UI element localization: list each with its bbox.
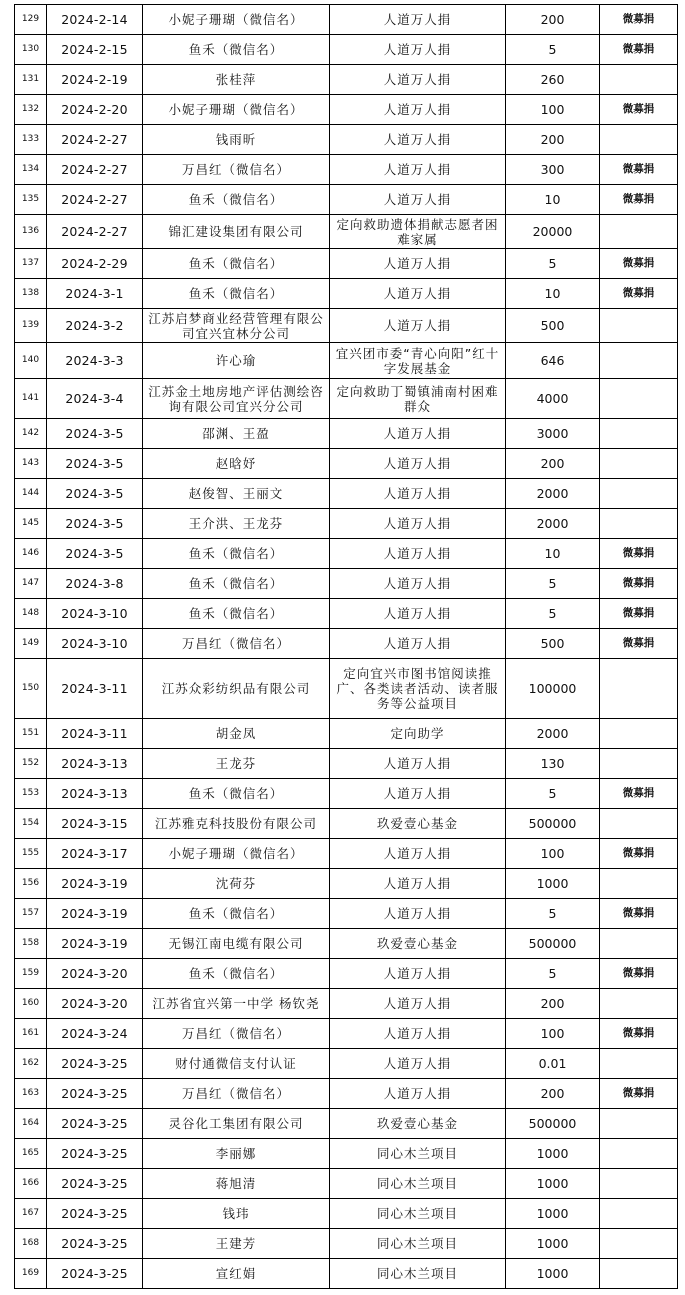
donation-note: 微募捐 bbox=[600, 569, 678, 599]
donation-note bbox=[600, 809, 678, 839]
donation-note bbox=[600, 509, 678, 539]
donor-name: 江苏众彩纺织品有限公司 bbox=[143, 659, 330, 719]
row-number: 162 bbox=[15, 1049, 47, 1079]
donation-purpose: 玖爱壹心基金 bbox=[330, 1109, 506, 1139]
table-row bbox=[15, 95, 678, 125]
row-number: 152 bbox=[15, 749, 47, 779]
donation-amount: 100 bbox=[506, 95, 600, 125]
donation-date: 2024-2-27 bbox=[47, 215, 143, 249]
donation-date: 2024-3-8 bbox=[47, 569, 143, 599]
donation-date: 2024-3-10 bbox=[47, 629, 143, 659]
donation-note bbox=[600, 869, 678, 899]
donor-name: 小妮子珊瑚（微信名） bbox=[143, 839, 330, 869]
row-number: 155 bbox=[15, 839, 47, 869]
donation-purpose: 人道万人捐 bbox=[330, 779, 506, 809]
donation-date: 2024-3-10 bbox=[47, 599, 143, 629]
donation-date: 2024-3-5 bbox=[47, 539, 143, 569]
table-row bbox=[15, 599, 678, 629]
donation-purpose: 同心木兰项目 bbox=[330, 1169, 506, 1199]
table-row bbox=[15, 1079, 678, 1109]
donor-name: 邵渊、王盈 bbox=[143, 419, 330, 449]
donation-date: 2024-2-20 bbox=[47, 95, 143, 125]
donation-purpose: 人道万人捐 bbox=[330, 279, 506, 309]
row-number: 145 bbox=[15, 509, 47, 539]
donor-name: 鱼禾（微信名） bbox=[143, 185, 330, 215]
donation-amount: 5 bbox=[506, 959, 600, 989]
donor-name: 宣红娟 bbox=[143, 1259, 330, 1289]
row-number: 134 bbox=[15, 155, 47, 185]
donation-purpose: 人道万人捐 bbox=[330, 35, 506, 65]
row-number: 169 bbox=[15, 1259, 47, 1289]
donation-date: 2024-3-19 bbox=[47, 929, 143, 959]
donor-name: 赵俊智、王丽文 bbox=[143, 479, 330, 509]
donation-note: 微募捐 bbox=[600, 185, 678, 215]
table-row bbox=[15, 5, 678, 35]
donation-purpose: 人道万人捐 bbox=[330, 449, 506, 479]
donation-note: 微募捐 bbox=[600, 779, 678, 809]
donation-purpose: 人道万人捐 bbox=[330, 539, 506, 569]
donor-name: 锦汇建设集团有限公司 bbox=[143, 215, 330, 249]
donation-date: 2024-3-11 bbox=[47, 659, 143, 719]
donation-purpose: 人道万人捐 bbox=[330, 629, 506, 659]
donation-note bbox=[600, 125, 678, 155]
row-number: 150 bbox=[15, 659, 47, 719]
table-row bbox=[15, 1199, 678, 1229]
row-number: 154 bbox=[15, 809, 47, 839]
table-row bbox=[15, 449, 678, 479]
donation-purpose: 人道万人捐 bbox=[330, 1049, 506, 1079]
donor-name: 王介洪、王龙芬 bbox=[143, 509, 330, 539]
table-row bbox=[15, 1109, 678, 1139]
donation-date: 2024-3-25 bbox=[47, 1049, 143, 1079]
row-number: 160 bbox=[15, 989, 47, 1019]
row-number: 138 bbox=[15, 279, 47, 309]
donation-note: 微募捐 bbox=[600, 899, 678, 929]
donation-amount: 5 bbox=[506, 899, 600, 929]
donation-note bbox=[600, 659, 678, 719]
donation-purpose: 人道万人捐 bbox=[330, 185, 506, 215]
donor-name: 财付通微信支付认证 bbox=[143, 1049, 330, 1079]
donor-name: 钱雨昕 bbox=[143, 125, 330, 155]
donation-amount: 500000 bbox=[506, 809, 600, 839]
donation-note bbox=[600, 929, 678, 959]
donation-purpose: 人道万人捐 bbox=[330, 125, 506, 155]
donation-note: 微募捐 bbox=[600, 1079, 678, 1109]
donation-date: 2024-3-19 bbox=[47, 869, 143, 899]
donation-date: 2024-2-27 bbox=[47, 155, 143, 185]
donation-date: 2024-3-25 bbox=[47, 1259, 143, 1289]
table-row bbox=[15, 249, 678, 279]
donation-purpose: 同心木兰项目 bbox=[330, 1259, 506, 1289]
row-number: 165 bbox=[15, 1139, 47, 1169]
donor-name: 万昌红（微信名） bbox=[143, 629, 330, 659]
donation-amount: 2000 bbox=[506, 509, 600, 539]
donation-note bbox=[600, 1229, 678, 1259]
donation-note bbox=[600, 215, 678, 249]
donation-amount: 5 bbox=[506, 35, 600, 65]
donation-date: 2024-3-5 bbox=[47, 419, 143, 449]
donor-name: 万昌红（微信名） bbox=[143, 155, 330, 185]
donation-amount: 300 bbox=[506, 155, 600, 185]
donation-note bbox=[600, 989, 678, 1019]
donation-purpose: 人道万人捐 bbox=[330, 1079, 506, 1109]
donation-note: 微募捐 bbox=[600, 95, 678, 125]
donation-table-body bbox=[15, 5, 678, 1289]
table-row bbox=[15, 1169, 678, 1199]
row-number: 144 bbox=[15, 479, 47, 509]
donation-date: 2024-3-4 bbox=[47, 379, 143, 419]
donation-amount: 4000 bbox=[506, 379, 600, 419]
row-number: 167 bbox=[15, 1199, 47, 1229]
table-row bbox=[15, 419, 678, 449]
donation-note bbox=[600, 479, 678, 509]
table-row bbox=[15, 343, 678, 379]
donation-amount: 100 bbox=[506, 839, 600, 869]
donation-note bbox=[600, 309, 678, 343]
donation-amount: 5 bbox=[506, 599, 600, 629]
donor-name: 江苏省宜兴第一中学 杨钦尧 bbox=[143, 989, 330, 1019]
donor-name: 万昌红（微信名） bbox=[143, 1019, 330, 1049]
table-row bbox=[15, 1259, 678, 1289]
donation-note: 微募捐 bbox=[600, 279, 678, 309]
donation-purpose: 宜兴团市委“青心向阳”红十字发展基金 bbox=[330, 343, 506, 379]
donation-note: 微募捐 bbox=[600, 1019, 678, 1049]
table-row bbox=[15, 749, 678, 779]
donation-purpose: 同心木兰项目 bbox=[330, 1139, 506, 1169]
row-number: 149 bbox=[15, 629, 47, 659]
donation-amount: 200 bbox=[506, 1079, 600, 1109]
table-row bbox=[15, 1019, 678, 1049]
donation-amount: 200 bbox=[506, 989, 600, 1019]
row-number: 139 bbox=[15, 309, 47, 343]
donation-date: 2024-3-5 bbox=[47, 509, 143, 539]
donation-date: 2024-3-20 bbox=[47, 989, 143, 1019]
table-row bbox=[15, 779, 678, 809]
table-row bbox=[15, 839, 678, 869]
row-number: 131 bbox=[15, 65, 47, 95]
donor-name: 鱼禾（微信名） bbox=[143, 779, 330, 809]
donation-purpose: 人道万人捐 bbox=[330, 509, 506, 539]
donation-amount: 5 bbox=[506, 249, 600, 279]
donation-note bbox=[600, 1199, 678, 1229]
donation-purpose: 人道万人捐 bbox=[330, 309, 506, 343]
row-number: 133 bbox=[15, 125, 47, 155]
donation-date: 2024-2-14 bbox=[47, 5, 143, 35]
table-row bbox=[15, 185, 678, 215]
donation-note: 微募捐 bbox=[600, 839, 678, 869]
row-number: 136 bbox=[15, 215, 47, 249]
donation-note: 微募捐 bbox=[600, 959, 678, 989]
donation-note: 微募捐 bbox=[600, 35, 678, 65]
row-number: 142 bbox=[15, 419, 47, 449]
donation-date: 2024-3-24 bbox=[47, 1019, 143, 1049]
donation-amount: 0.01 bbox=[506, 1049, 600, 1079]
donation-purpose: 玖爱壹心基金 bbox=[330, 809, 506, 839]
row-number: 164 bbox=[15, 1109, 47, 1139]
donation-amount: 500 bbox=[506, 629, 600, 659]
table-row bbox=[15, 809, 678, 839]
donation-purpose: 同心木兰项目 bbox=[330, 1229, 506, 1259]
donor-name: 鱼禾（微信名） bbox=[143, 249, 330, 279]
donation-purpose: 人道万人捐 bbox=[330, 419, 506, 449]
row-number: 129 bbox=[15, 5, 47, 35]
row-number: 146 bbox=[15, 539, 47, 569]
donation-note: 微募捐 bbox=[600, 539, 678, 569]
donation-amount: 2000 bbox=[506, 719, 600, 749]
donation-amount: 1000 bbox=[506, 1229, 600, 1259]
donation-note bbox=[600, 749, 678, 779]
table-row bbox=[15, 215, 678, 249]
donation-note bbox=[600, 1139, 678, 1169]
donation-note: 微募捐 bbox=[600, 249, 678, 279]
row-number: 159 bbox=[15, 959, 47, 989]
donation-note bbox=[600, 1259, 678, 1289]
donation-date: 2024-3-13 bbox=[47, 749, 143, 779]
donation-amount: 5 bbox=[506, 569, 600, 599]
donation-purpose: 定向宜兴市图书馆阅读推广、各类读者活动、读者服务等公益项目 bbox=[330, 659, 506, 719]
donation-purpose: 人道万人捐 bbox=[330, 869, 506, 899]
donation-date: 2024-2-27 bbox=[47, 125, 143, 155]
table-row bbox=[15, 629, 678, 659]
row-number: 147 bbox=[15, 569, 47, 599]
donation-amount: 20000 bbox=[506, 215, 600, 249]
donation-purpose: 人道万人捐 bbox=[330, 749, 506, 779]
donation-date: 2024-3-25 bbox=[47, 1079, 143, 1109]
donor-name: 万昌红（微信名） bbox=[143, 1079, 330, 1109]
donation-date: 2024-3-25 bbox=[47, 1229, 143, 1259]
donation-purpose: 人道万人捐 bbox=[330, 155, 506, 185]
donation-amount: 1000 bbox=[506, 1199, 600, 1229]
donation-purpose: 人道万人捐 bbox=[330, 249, 506, 279]
table-row bbox=[15, 989, 678, 1019]
donation-date: 2024-3-13 bbox=[47, 779, 143, 809]
donation-amount: 130 bbox=[506, 749, 600, 779]
table-row bbox=[15, 959, 678, 989]
donor-name: 小妮子珊瑚（微信名） bbox=[143, 5, 330, 35]
donation-note bbox=[600, 449, 678, 479]
donor-name: 许心瑜 bbox=[143, 343, 330, 379]
donation-date: 2024-3-5 bbox=[47, 449, 143, 479]
donation-amount: 500000 bbox=[506, 1109, 600, 1139]
donation-purpose: 人道万人捐 bbox=[330, 899, 506, 929]
row-number: 158 bbox=[15, 929, 47, 959]
donation-purpose: 人道万人捐 bbox=[330, 959, 506, 989]
table-row bbox=[15, 899, 678, 929]
row-number: 148 bbox=[15, 599, 47, 629]
donation-note bbox=[600, 419, 678, 449]
table-row bbox=[15, 379, 678, 419]
donation-purpose: 人道万人捐 bbox=[330, 569, 506, 599]
donation-amount: 100000 bbox=[506, 659, 600, 719]
donation-purpose: 定向救助丁蜀镇浦南村困难群众 bbox=[330, 379, 506, 419]
donation-note bbox=[600, 343, 678, 379]
donor-name: 钱玮 bbox=[143, 1199, 330, 1229]
donation-date: 2024-3-17 bbox=[47, 839, 143, 869]
donation-date: 2024-3-20 bbox=[47, 959, 143, 989]
donation-amount: 10 bbox=[506, 539, 600, 569]
table-row bbox=[15, 309, 678, 343]
donor-name: 无锡江南电缆有限公司 bbox=[143, 929, 330, 959]
donation-purpose: 人道万人捐 bbox=[330, 95, 506, 125]
donation-amount: 100 bbox=[506, 1019, 600, 1049]
donation-purpose: 人道万人捐 bbox=[330, 599, 506, 629]
donation-date: 2024-3-1 bbox=[47, 279, 143, 309]
donation-date: 2024-3-11 bbox=[47, 719, 143, 749]
donation-date: 2024-3-15 bbox=[47, 809, 143, 839]
table-row bbox=[15, 539, 678, 569]
row-number: 163 bbox=[15, 1079, 47, 1109]
donor-name: 鱼禾（微信名） bbox=[143, 279, 330, 309]
donation-note bbox=[600, 379, 678, 419]
table-row bbox=[15, 155, 678, 185]
donation-note: 微募捐 bbox=[600, 155, 678, 185]
donation-amount: 500000 bbox=[506, 929, 600, 959]
donation-date: 2024-2-29 bbox=[47, 249, 143, 279]
row-number: 135 bbox=[15, 185, 47, 215]
row-number: 140 bbox=[15, 343, 47, 379]
table-row bbox=[15, 569, 678, 599]
table-row bbox=[15, 659, 678, 719]
donation-amount: 200 bbox=[506, 449, 600, 479]
table-row bbox=[15, 65, 678, 95]
donor-name: 鱼禾（微信名） bbox=[143, 899, 330, 929]
donation-note bbox=[600, 65, 678, 95]
donation-note bbox=[600, 1109, 678, 1139]
table-row bbox=[15, 719, 678, 749]
donor-name: 鱼禾（微信名） bbox=[143, 539, 330, 569]
row-number: 130 bbox=[15, 35, 47, 65]
donor-name: 江苏金土地房地产评估测绘咨询有限公司宜兴分公司 bbox=[143, 379, 330, 419]
row-number: 132 bbox=[15, 95, 47, 125]
donation-purpose: 人道万人捐 bbox=[330, 1019, 506, 1049]
row-number: 161 bbox=[15, 1019, 47, 1049]
row-number: 157 bbox=[15, 899, 47, 929]
donation-date: 2024-2-19 bbox=[47, 65, 143, 95]
donation-amount: 1000 bbox=[506, 869, 600, 899]
donor-name: 灵谷化工集团有限公司 bbox=[143, 1109, 330, 1139]
donation-amount: 1000 bbox=[506, 1139, 600, 1169]
donation-amount: 3000 bbox=[506, 419, 600, 449]
donor-name: 李丽娜 bbox=[143, 1139, 330, 1169]
row-number: 168 bbox=[15, 1229, 47, 1259]
row-number: 141 bbox=[15, 379, 47, 419]
table-row bbox=[15, 929, 678, 959]
donation-note bbox=[600, 1049, 678, 1079]
donation-purpose: 定向助学 bbox=[330, 719, 506, 749]
donation-date: 2024-3-2 bbox=[47, 309, 143, 343]
table-row bbox=[15, 1049, 678, 1079]
donation-purpose: 同心木兰项目 bbox=[330, 1199, 506, 1229]
donation-note: 微募捐 bbox=[600, 629, 678, 659]
donor-name: 江苏雅克科技股份有限公司 bbox=[143, 809, 330, 839]
donor-name: 胡金凤 bbox=[143, 719, 330, 749]
row-number: 137 bbox=[15, 249, 47, 279]
donation-date: 2024-2-27 bbox=[47, 185, 143, 215]
donor-name: 张桂萍 bbox=[143, 65, 330, 95]
donation-date: 2024-3-25 bbox=[47, 1109, 143, 1139]
donation-amount: 10 bbox=[506, 185, 600, 215]
table-row bbox=[15, 479, 678, 509]
donation-purpose: 人道万人捐 bbox=[330, 5, 506, 35]
donation-date: 2024-3-25 bbox=[47, 1169, 143, 1199]
donation-note bbox=[600, 719, 678, 749]
row-number: 166 bbox=[15, 1169, 47, 1199]
donation-date: 2024-2-15 bbox=[47, 35, 143, 65]
donor-name: 江苏启梦商业经营管理有限公司宜兴宜林分公司 bbox=[143, 309, 330, 343]
donor-name: 蒋旭清 bbox=[143, 1169, 330, 1199]
donation-amount: 10 bbox=[506, 279, 600, 309]
donor-name: 小妮子珊瑚（微信名） bbox=[143, 95, 330, 125]
table-row bbox=[15, 279, 678, 309]
donation-date: 2024-3-3 bbox=[47, 343, 143, 379]
row-number: 143 bbox=[15, 449, 47, 479]
donation-table bbox=[14, 4, 678, 1289]
donation-note: 微募捐 bbox=[600, 5, 678, 35]
donation-purpose: 人道万人捐 bbox=[330, 479, 506, 509]
donation-date: 2024-3-25 bbox=[47, 1199, 143, 1229]
donation-note bbox=[600, 1169, 678, 1199]
donation-amount: 646 bbox=[506, 343, 600, 379]
table-row bbox=[15, 869, 678, 899]
donation-purpose: 定向救助遗体捐献志愿者困难家属 bbox=[330, 215, 506, 249]
table-row bbox=[15, 125, 678, 155]
donation-date: 2024-3-5 bbox=[47, 479, 143, 509]
donation-amount: 200 bbox=[506, 125, 600, 155]
donor-name: 鱼禾（微信名） bbox=[143, 569, 330, 599]
table-row bbox=[15, 509, 678, 539]
donation-date: 2024-3-25 bbox=[47, 1139, 143, 1169]
row-number: 156 bbox=[15, 869, 47, 899]
donation-date: 2024-3-19 bbox=[47, 899, 143, 929]
donation-amount: 500 bbox=[506, 309, 600, 343]
donor-name: 王龙芬 bbox=[143, 749, 330, 779]
donor-name: 鱼禾（微信名） bbox=[143, 959, 330, 989]
donation-purpose: 玖爱壹心基金 bbox=[330, 929, 506, 959]
row-number: 151 bbox=[15, 719, 47, 749]
donor-name: 王建芳 bbox=[143, 1229, 330, 1259]
row-number: 153 bbox=[15, 779, 47, 809]
donation-amount: 2000 bbox=[506, 479, 600, 509]
donation-amount: 5 bbox=[506, 779, 600, 809]
table-row bbox=[15, 1139, 678, 1169]
donation-amount: 200 bbox=[506, 5, 600, 35]
donation-purpose: 人道万人捐 bbox=[330, 839, 506, 869]
table-row bbox=[15, 35, 678, 65]
donation-amount: 260 bbox=[506, 65, 600, 95]
donation-amount: 1000 bbox=[506, 1169, 600, 1199]
donation-note: 微募捐 bbox=[600, 599, 678, 629]
donor-name: 鱼禾（微信名） bbox=[143, 599, 330, 629]
donor-name: 赵晗妤 bbox=[143, 449, 330, 479]
table-row bbox=[15, 1229, 678, 1259]
donation-amount: 1000 bbox=[506, 1259, 600, 1289]
donor-name: 沈荷芬 bbox=[143, 869, 330, 899]
donation-purpose: 人道万人捐 bbox=[330, 65, 506, 95]
donor-name: 鱼禾（微信名） bbox=[143, 35, 330, 65]
donation-purpose: 人道万人捐 bbox=[330, 989, 506, 1019]
